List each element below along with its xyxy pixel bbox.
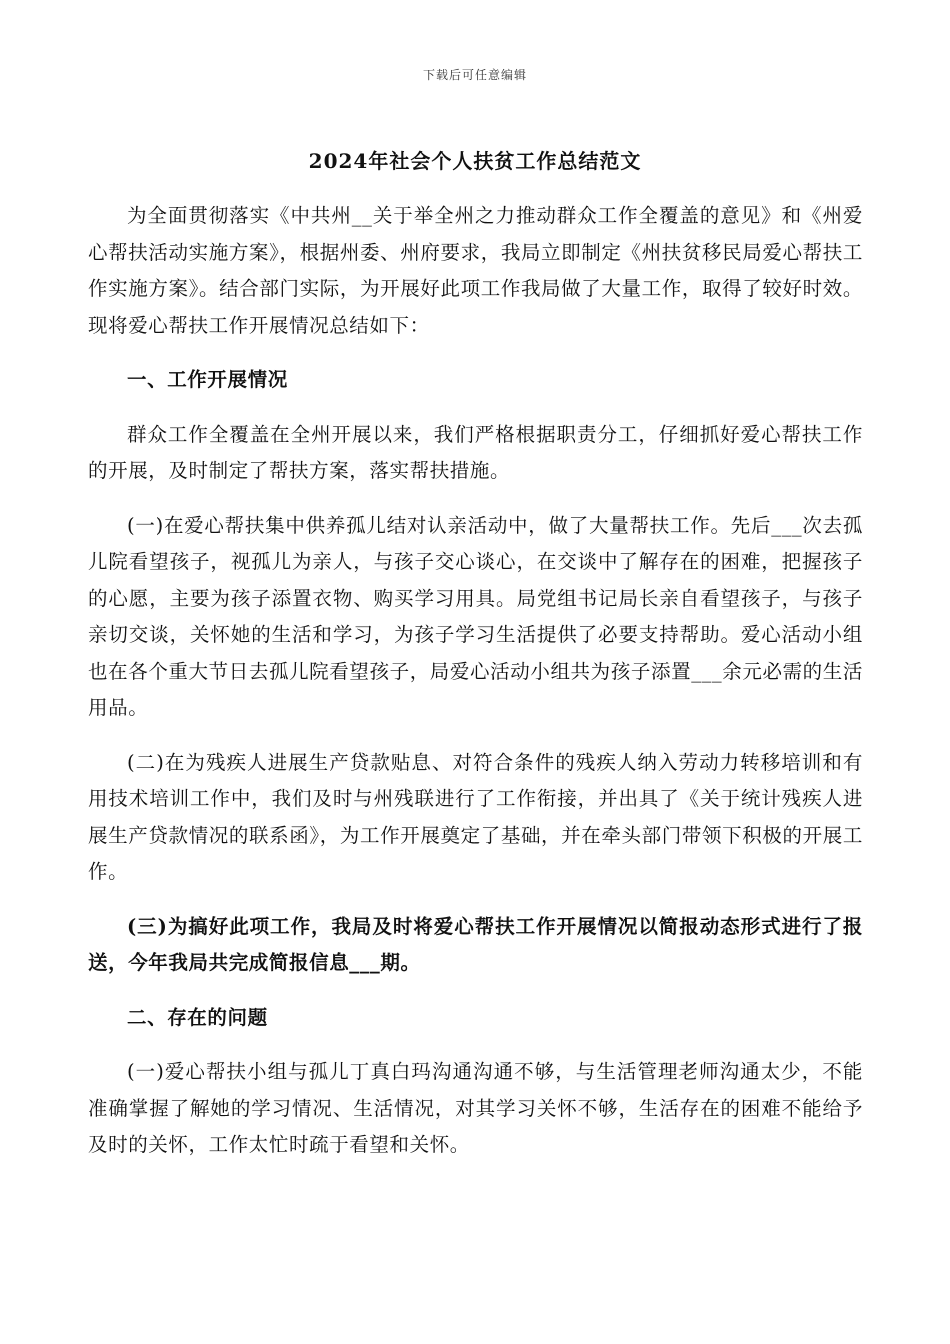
paragraph-item-3: (三)为搞好此项工作，我局及时将爱心帮扶工作开展情况以简报动态形式进行了报送，今年我局共完成简报信息___期。 (88, 914, 863, 974)
header-note: 下载后可任意编辑 (422, 68, 527, 82)
paragraph-item-1: (一)在爱心帮扶集中供养孤儿结对认亲活动中，做了大量帮扶工作。先后___次去孤儿院看望孩子，视孤儿为亲人，与孩子交心谈心，在交谈中了解存在的困难，把握孩子的心愿，主要为孩子添置衣物、购买学习用具。局党组书记局长亲自看望孩子，与孩子亲切交谈，关怀她的生活和学习，为孩子学习生活提供了必要支持帮助。爱心活动小组也在各个重大节日去孤儿院看望孩子，局爱心活动小组共为孩子添置___余元必需的生活用品。 (88, 513, 863, 719)
document-body (88, 198, 863, 1164)
document-title: 2024年社会个人扶贫工作总结范文 (308, 149, 642, 173)
section-heading-1: 一、工作开展情况 (127, 368, 288, 391)
section-heading-2: 二、存在的问题 (127, 1005, 268, 1029)
paragraph-problem-1: (一)爱心帮扶小组与孤儿丁真白玛沟通沟通不够，与生活管理老师沟通太少，不能准确掌握了解她的学习情况、生活情况，对其学习关怀不够，生活存在的困难不能给予及时的关怀，工作太忙时疏于看望和关怀。 (88, 1060, 863, 1156)
paragraph-item-2: (二)在为残疾人进展生产贷款贴息、对符合条件的残疾人纳入劳动力转移培训和有用技术培训工作中，我们及时与州残联进行了工作衔接，并出具了《关于统计残疾人进展生产贷款情况的联系函》，为工作开展奠定了基础，并在牵头部门带领下积极的开展工作。 (88, 750, 863, 883)
paragraph-overview: 群众工作全覆盖在全州开展以来，我们严格根据职责分工，仔细抓好爱心帮扶工作的开展，及时制定了帮扶方案，落实帮扶措施。 (88, 422, 863, 482)
intro-paragraph: 为全面贯彻落实《中共州__关于举全州之力推动群众工作全覆盖的意见》和《州爱心帮扶活动实施方案》，根据州委、州府要求，我局立即制定《州扶贫移民局爱心帮扶工作实施方案》。结合部门实际，为开展好此项工作我局做了大量工作，取得了较好时效。现将爱心帮扶工作开展情况总结如下： (88, 204, 863, 337)
